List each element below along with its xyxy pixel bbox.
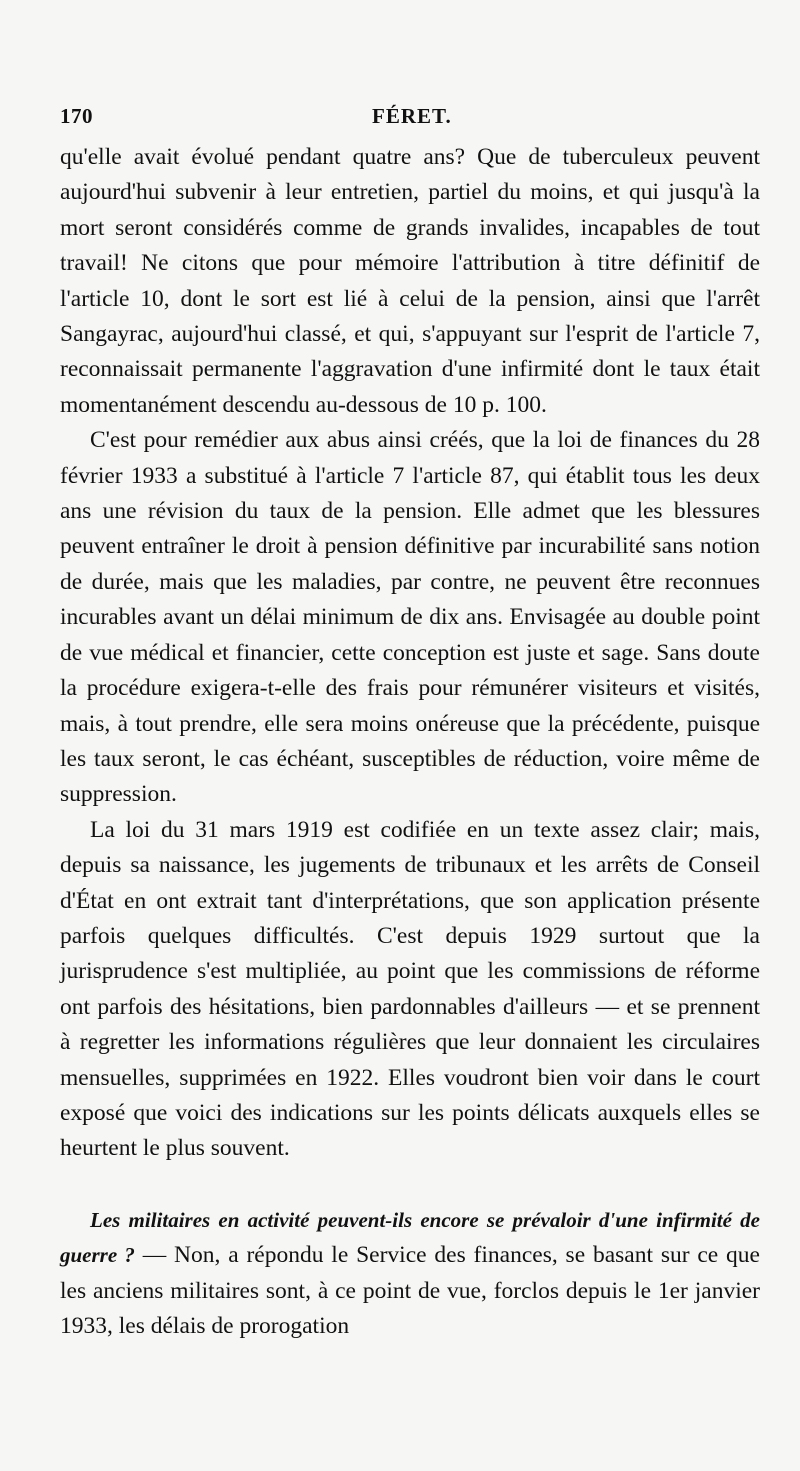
paragraph-2: C'est pour remédier aux abus ainsi créés, que la loi de finances du 28 février 1933 a substitué à l'article 7 l'article 87, qui établit tous les deux ans une révision du taux de la pension. Elle admet que les blessures peuvent entraîner le droit à pension définitive par incurabilité sans notion de durée, mais que les maladies, par contre, ne peuvent être reconnues incurables avant un délai minimum de dix ans. Envisagée au double point de vue médical et financier, cette conception est juste et sage. Sans doute la procédure exigera-t-elle des frais pour rémunérer visiteurs et visités, mais, à tout prendre, elle sera moins onéreuse que la précédente, puisque les taux seront, le cas échéant, susceptibles de réduction, voire même de suppression. — [60, 427, 760, 808]
page-header — [60, 100, 760, 136]
italic-question: Les militaires en activité peuvent-ils encore se prévaloir d'une infirmité de guerre ? — [60, 1207, 760, 1268]
paragraph-3: La loi du 31 mars 1919 est codifiée en un texte assez clair; mais, depuis sa naissance, les jugements de tribunaux et les arrêts de Conseil d'État en ont extrait tant d'interprétations, que son application présente parfois quelques difficultés. C'est depuis 1929 surtout que la jurisprudence s'est multipliée, au point que les commissions de réforme ont parfois des hésitations, bien pardonnables d'ailleurs — et se prennent à regretter les informations régulières que leur donnaient les circulaires mensuelles, supprimées en 1922. Elles voudront bien voir dans le court exposé que voici des indications sur les points délicats auxquels elles se heurtent le plus souvent. — [60, 816, 760, 1162]
running-title: FÉRET. — [372, 104, 452, 128]
paragraph-4 — [60, 1203, 760, 1345]
paragraph-4-text: — Non, a répondu le Service des finances, se basant sur ce que les anciens militaires sont, à ce point de vue, forclos depuis le 1er janvier 1933, les délais de prorogation — [60, 1242, 760, 1339]
section-gap — [60, 1167, 760, 1203]
page-number: 170 — [60, 104, 93, 128]
paragraph-1: qu'elle avait évolué pendant quatre ans? Que de tuberculeux peuvent aujourd'hui subvenir à leur entretien, partiel du moins, et qui jusqu'à la mort seront considérés comme de grands invalides, incapables de tout travail! Ne citons que pour mémoire l'attribution à titre définitif de l'article 10, dont le sort est lié à celui de la pension, ainsi que l'arrêt Sangayrac, aujourd'hui classé, et qui, s'appuyant sur l'esprit de l'article 7, reconnaissait permanente l'aggravation d'une infirmité dont le taux était momentanément descendu au-dessous de 10 p. 100. — [60, 144, 760, 418]
page-body — [60, 140, 760, 1344]
